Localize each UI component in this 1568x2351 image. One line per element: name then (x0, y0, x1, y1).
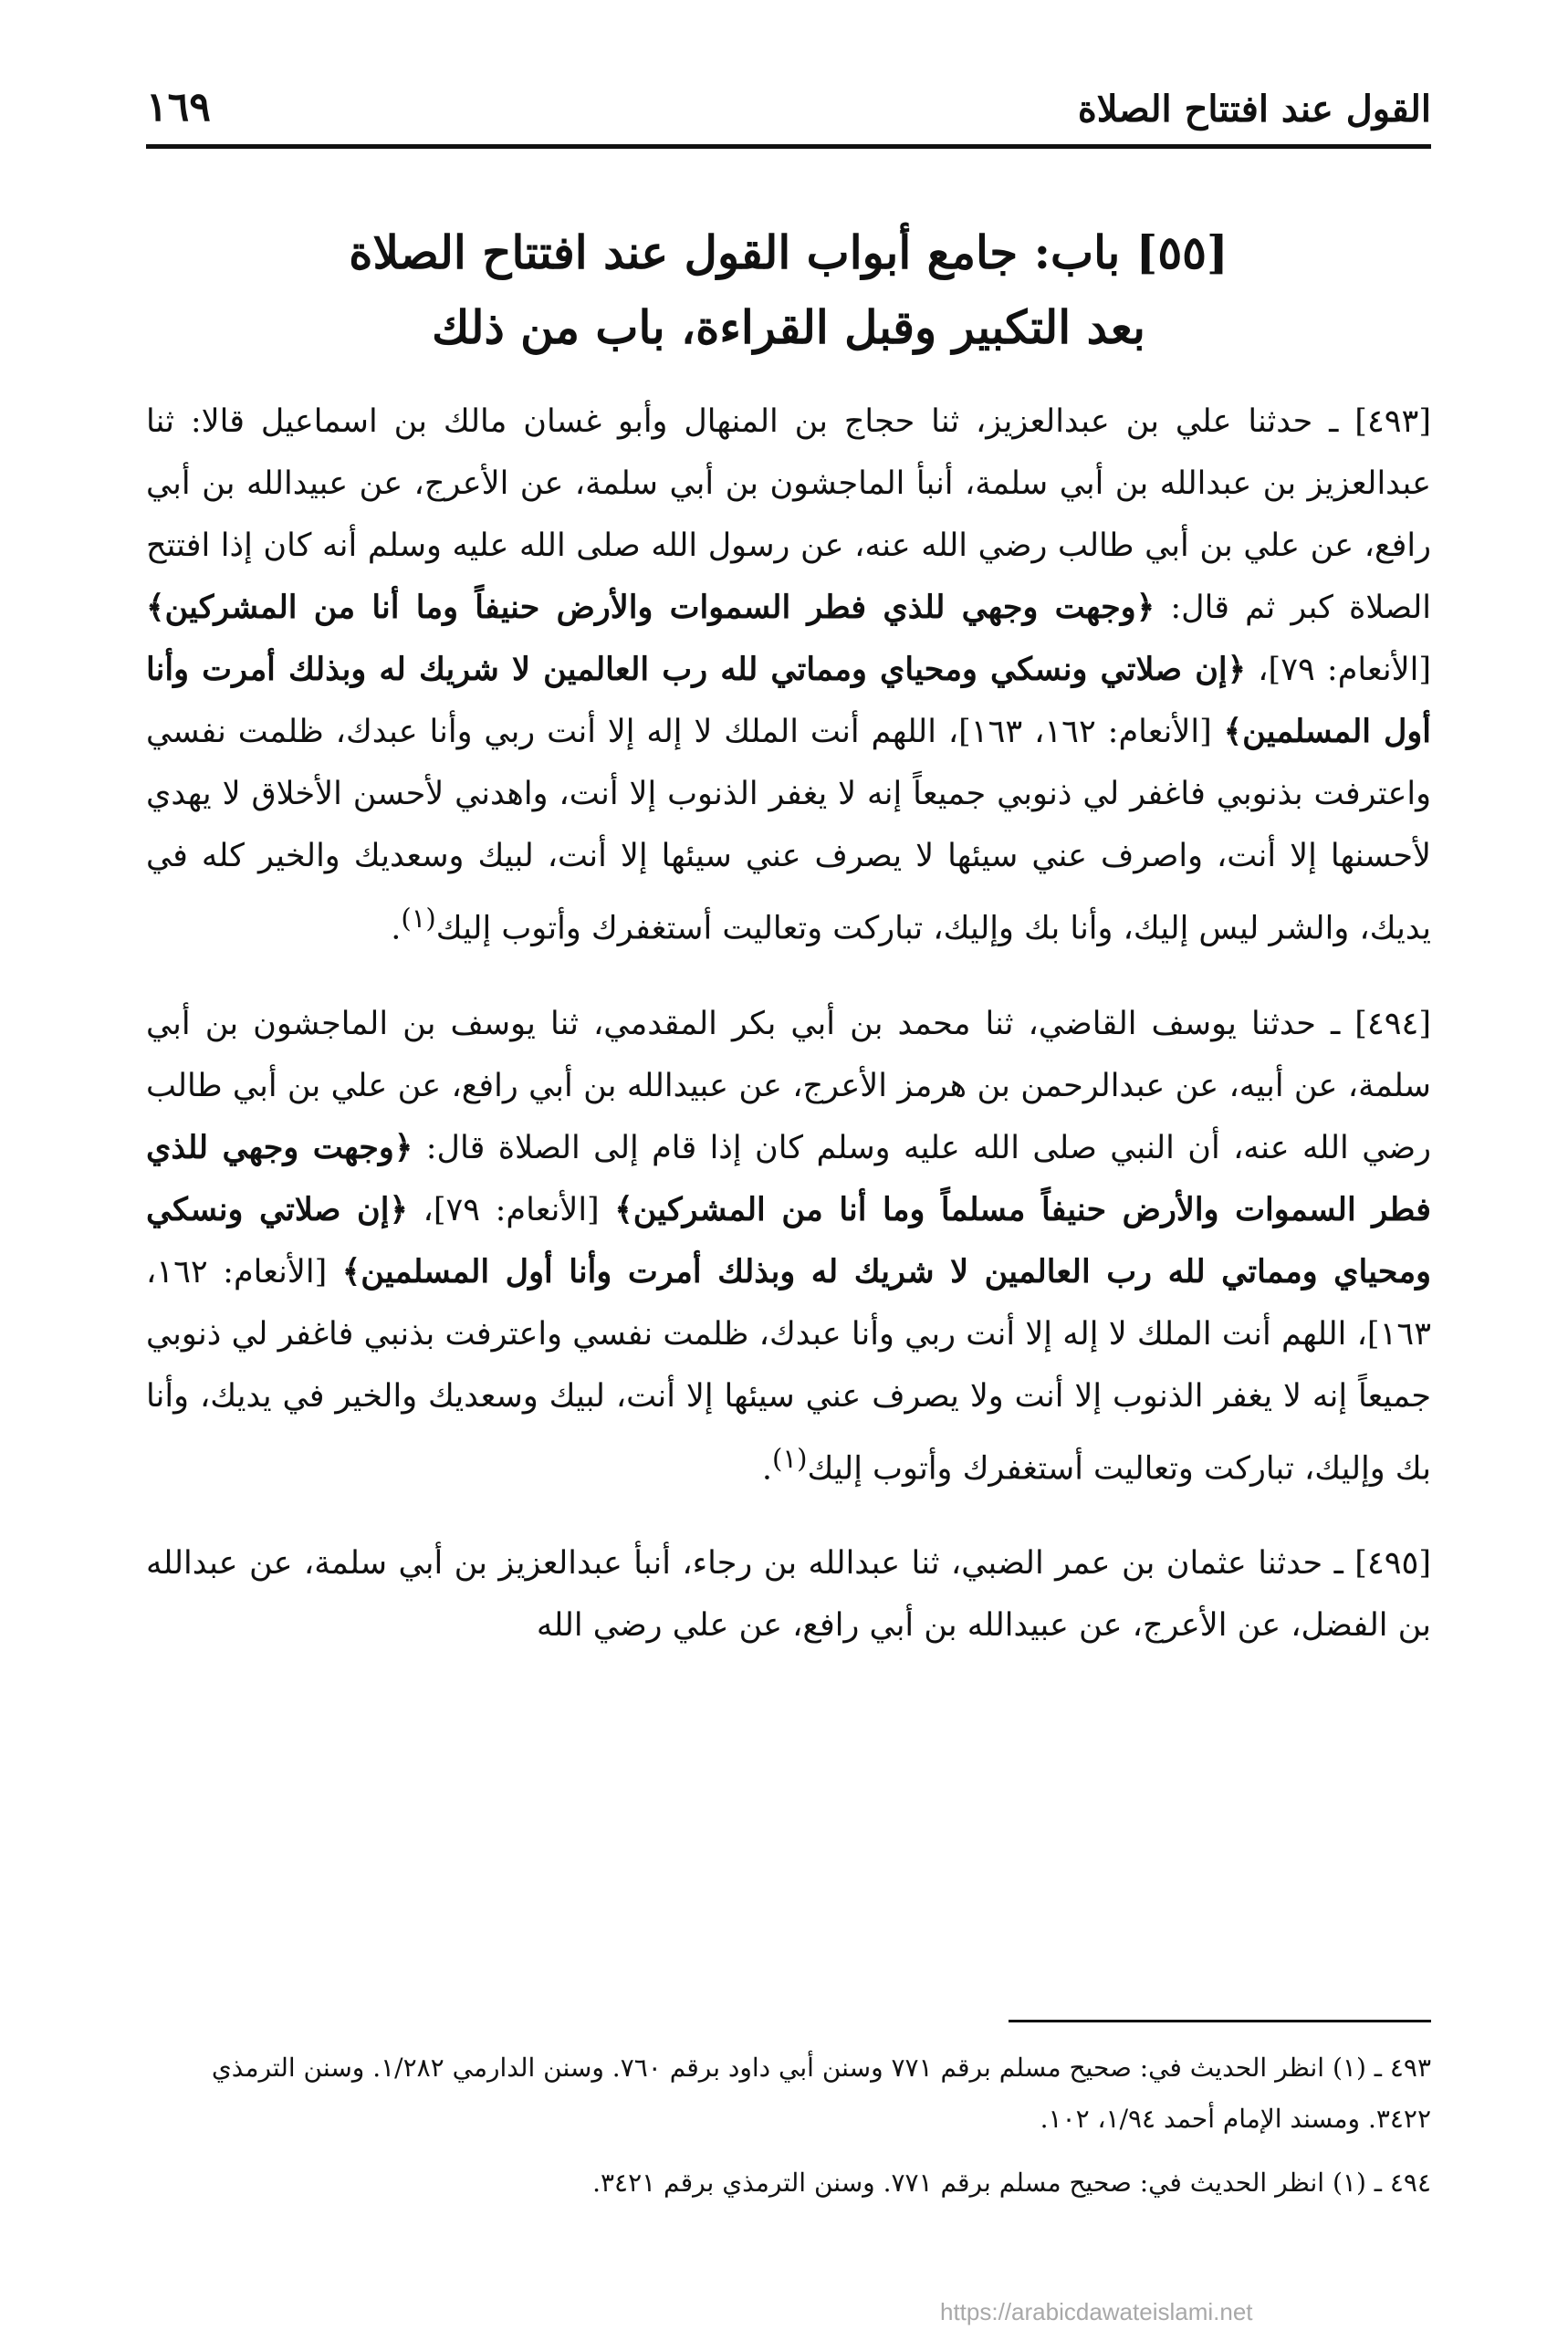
hadith-text: [الأنعام: ١٦٢، ١٦٣]، اللهم أنت الملك لا إله إلا أنت ربي وأنا عبدك، ظلمت نفسي واعترفت بذنوبي فاغفر لي ذنوبي جميعاً إنه لا يغفر الذنوب إلا أنت، واهدني لأحسن الأخلاق لا يهدي لأحسنها إلا أنت، واصرف عني سيئها لا يصرف عني سيئها إلا أنت، لبيك وسعديك والخير كله في يديك، والشر ليس إليك، وأنا بك وإليك، تباركت وتعاليت أستغفرك وأتوب إليك (146, 714, 1431, 947)
footnote-494: ٤٩٤ ـ (١) انظر الحديث في: صحيح مسلم برقم ٧٧١. وسنن الترمذي برقم ٣٤٢١. (592, 2168, 1431, 2198)
hadith-494 (146, 993, 1431, 1500)
quran-quote: ﴿وجهت وجهي للذي فطر السموات والأرض حنيفاً وما أنا من المشركين﴾ (146, 589, 1155, 626)
hadith-end: . (761, 1450, 773, 1488)
footnotes (146, 2043, 1431, 2221)
hadith-text: [الأنعام: ٧٩]، (1246, 652, 1432, 688)
hadith-text: ـ حدثنا علي بن عبدالعزيز، ثنا حجاج بن المنهال وأبو غسان مالك بن اسماعيل قالا: ثنا عبدالعزيز بن عبدالله بن أبي سلمة، أنبأ الماجشون بن أبي سلمة، عن الأعرج، عن عبيدالله بن أبي رافع، عن علي بن أبي طالب رضي الله عنه، عن رسول الله صلى الله عليه وسلم أنه كان إذا افتتح الصلاة كبر ثم قال: (146, 403, 1431, 626)
body-text (146, 391, 1431, 1689)
hadith-text: [الأنعام: ٧٩]، (408, 1191, 615, 1228)
footnote-marker: (١) (772, 1442, 808, 1474)
hadith-text: ـ حدثنا عثمان بن عمر الضبي، ثنا عبدالله بن رجاء، أنبأ عبدالعزيز بن أبي سلمة، عن عبدالله بن الفضل، عن الأعرج، عن عبيدالله بن أبي رافع، عن علي رضي الله (146, 1545, 1431, 1645)
footnote-marker: (١) (401, 903, 436, 934)
footnote-493: ٤٩٣ ـ (١) انظر الحديث في: صحيح مسلم برقم ٧٧١ وسنن أبي داود برقم ٧٦٠. وسنن الدارمي ١/٢٨٢. وسنن الترمذي ٣٤٢٢. ومسند الإمام أحمد ١/٩٤، ١٠٢. (211, 2053, 1431, 2134)
quran-quote: ﴿إن صلاتي ونسكي ومحياي ومماتي لله رب العالمين لا شريك له وبذلك أمرت وأنا أول المسلمين﴾ (146, 1190, 1432, 1290)
hadith-493 (146, 391, 1431, 960)
hadith-number: [٤٩٣] (1354, 403, 1431, 440)
footnote-rule (1009, 2020, 1431, 2022)
hadith-number: [٤٩٤] (1354, 1005, 1431, 1042)
hadith-end: . (391, 910, 402, 947)
running-title: القول عند افتتاح الصلاة (1077, 88, 1431, 131)
quran-quote: ﴿وجهت وجهي للذي فطر السموات والأرض حنيفاً مسلماً وما أنا من المشركين﴾ (146, 1128, 1432, 1228)
quran-quote: ﴿إن صلاتي ونسكي ومحياي ومماتي لله رب العالمين لا شريك له وبذلك أمرت وأنا أول المسلمين﴾ (146, 651, 1432, 750)
header-rule (146, 144, 1431, 149)
chapter-heading-line-1: [٥٥] باب: جامع أبواب القول عند افتتاح الصلاة (349, 225, 1228, 279)
chapter-heading-line-2: بعد التكبير وقبل القراءة، باب من ذلك (432, 300, 1145, 354)
watermark-url: https://arabicdawateislami.net (940, 2298, 1253, 2325)
chapter-heading (146, 215, 1431, 365)
hadith-number: [٤٩٥] (1354, 1545, 1431, 1583)
hadith-text: [الأنعام: ١٦٢، ١٦٣]، اللهم أنت الملك لا إله إلا أنت ربي وأنا عبدك، ظلمت نفسي واعترفت بذنبي فاغفر لي ذنوبي جميعاً إنه لا يغفر الذنوب إلا أنت ولا يصرف عني سيئها إلا أنت، لبيك وسعديك والخير في يديك، وأنا بك وإليك، تباركت وتعاليت أستغفرك وأتوب إليك (146, 1253, 1431, 1488)
hadith-text: ـ حدثنا يوسف القاضي، ثنا محمد بن أبي بكر المقدمي، ثنا يوسف بن الماجشون بن أبي سلمة، عن أبيه، عن عبدالرحمن بن هرمز الأعرج، عن عبيدالله بن أبي رافع، عن علي بن أبي طالب رضي الله عنه، أن النبي صلى الله عليه وسلم كان إذا قام إلى الصلاة قال: (146, 1005, 1431, 1166)
page-number: ١٦٩ (146, 84, 211, 131)
hadith-495 (146, 1532, 1431, 1656)
page-header (146, 80, 1431, 146)
